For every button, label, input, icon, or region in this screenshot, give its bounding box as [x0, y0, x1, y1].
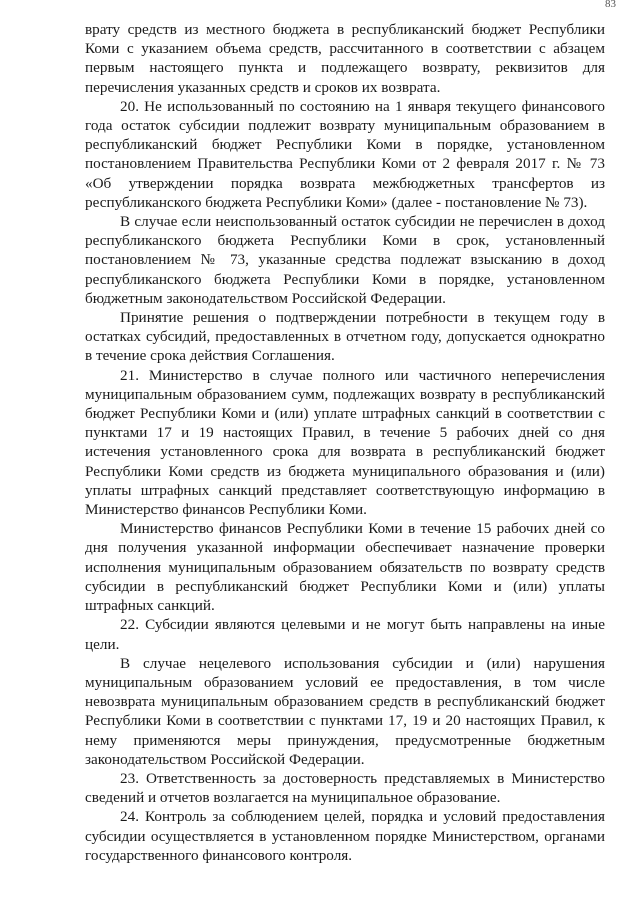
document-body [85, 20, 605, 865]
paragraph-unspent-balance: В случае если неиспользованный остаток субсидии не перечислен в доход республиканского бюджета Республики Коми в срок, установленный постановлением № 73, указанные средства подлежат взысканию в доход республиканского бюджета Республики Коми в порядке, установленном бюджетным законодательством Российской Федерации. [85, 213, 605, 307]
paragraph-misuse-measures: В случае нецелевого использования субсидии и (или) нарушения муниципальным образованием условий ее предоставления, в том числе невозврата муниципальным образованием средств в республиканский бюджет Республики Коми в соответствии с пунктами 17, 19 и 20 настоящих Правил, к нему применяются меры принуждения, предусмотренные бюджетным законодательством Российской Федерации. [85, 654, 605, 768]
paragraph-need-confirmation: Принятие решения о подтверждении потребности в текущем году в остатках субсидий, предоставленных в отчетном году, допускается однократно в течение срока действия Соглашения. [85, 309, 605, 365]
paragraph-item-22: 22. Субсидии являются целевыми и не могут быть направлены на иные цели. [85, 616, 605, 653]
paragraph-item-20: 20. Не использованный по состоянию на 1 января текущего финансового года остаток субсидии подлежит возврату муниципальным образованием в республиканский бюджет Республики Коми в порядке, установленном постановлением Правительства Республики Коми от 2 февраля 2017 г. № 73 «Об утверждении порядка возврата межбюджетных трансфертов из республиканского бюджета Республики Коми» (далее - постановление № 73). [85, 97, 605, 211]
paragraph-item-24: 24. Контроль за соблюдением целей, порядка и условий предоставления субсидии осуществляется в установленном порядке Министерством, органами государственного финансового контроля. [85, 808, 605, 864]
paragraph-finance-ministry-check: Министерство финансов Республики Коми в течение 15 рабочих дней со дня получения указанной информации обеспечивает назначение проверки исполнения муниципальным образованием обязательств по возврату средств субсидии в республиканский бюджет Республики Коми и (или) уплаты штрафных санкций. [85, 520, 605, 615]
paragraph-item-23: 23. Ответственность за достоверность представляемых в Министерство сведений и отчетов возлагается на муниципальное образование. [85, 769, 605, 807]
paragraph-continuation: врату средств из местного бюджета в республиканский бюджет Республики Коми с указанием объема средств, рассчитанного в соответствии с абзацем первым настоящего пункта и подлежащего возврату, реквизитов для перечисления указанных средств и сроков их возврата. [85, 21, 605, 96]
paragraph-item-21: 21. Министерство в случае полного или частичного неперечисления муниципальным образованием сумм, подлежащих возврату в республиканский бюджет Республики Коми и (или) уплате штрафных санкций в соответствии с пунктами 17 и 19 настоящих Правил, в течение 5 рабочих дней со дня истечения установленного срока для возврата в республиканский бюджет Республики Коми средств из бюджета муниципального образования и (или) уплаты штрафных санкций представляет соответствующую информацию в Министерство финансов Республики Коми. [85, 366, 605, 519]
page-number: 83 [605, 0, 616, 10]
